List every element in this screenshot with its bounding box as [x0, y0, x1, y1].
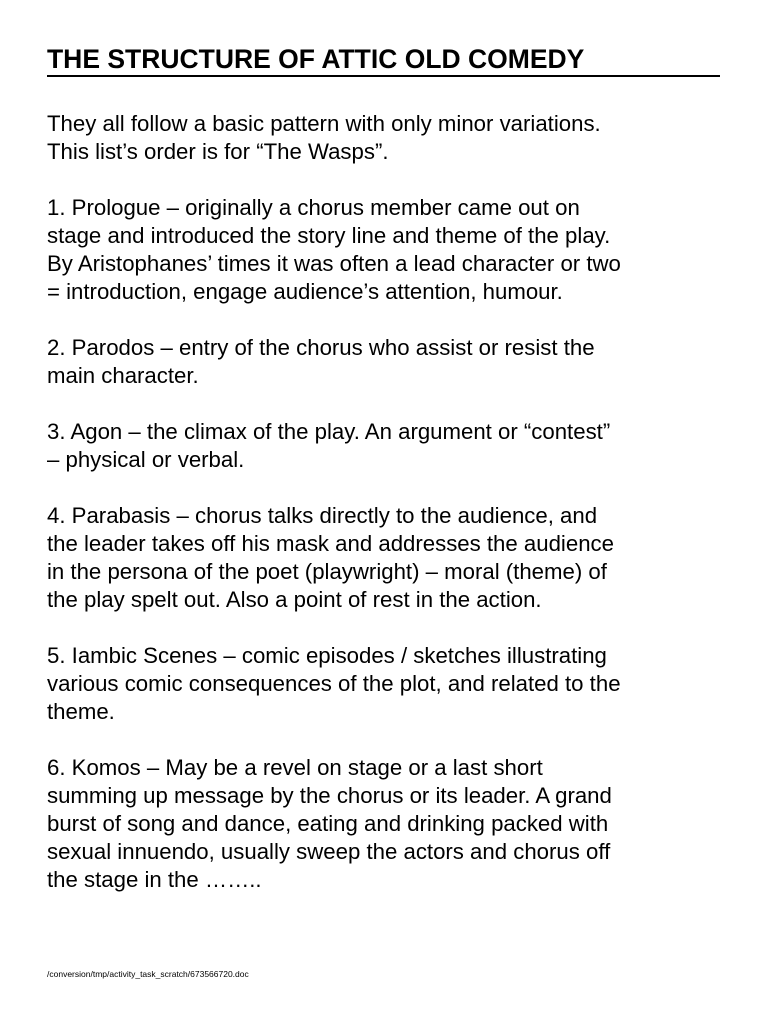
paragraph-line: sexual innuendo, usually sweep the actors and chorus off — [47, 839, 611, 864]
komos-paragraph — [47, 754, 737, 894]
paragraph-line: This list’s order is for “The Wasps”. — [47, 139, 389, 164]
parodos-paragraph — [47, 334, 737, 390]
paragraph-line: – physical or verbal. — [47, 447, 245, 472]
paragraph-line: 5. Iambic Scenes – comic episodes / sketches illustrating — [47, 643, 607, 668]
prologue-paragraph — [47, 194, 737, 306]
paragraph-line: theme. — [47, 699, 115, 724]
paragraph-line: the stage in the …….. — [47, 867, 262, 892]
paragraph-line: various comic consequences of the plot, and related to the — [47, 671, 621, 696]
parabasis-paragraph — [47, 502, 737, 614]
paragraph-line: summing up message by the chorus or its leader. A grand — [47, 783, 612, 808]
paragraph-line: They all follow a basic pattern with only minor variations. — [47, 111, 601, 136]
paragraph-line: 3. Agon – the climax of the play. An argument or “contest” — [47, 419, 611, 444]
paragraph-line: stage and introduced the story line and theme of the play. — [47, 223, 611, 248]
paragraph-line: 1. Prologue – originally a chorus member came out on — [47, 195, 580, 220]
intro-paragraph — [47, 110, 737, 166]
paragraph-line: the leader takes off his mask and addresses the audience — [47, 531, 614, 556]
paragraph-line: in the persona of the poet (playwright) – moral (theme) of — [47, 559, 607, 584]
paragraph-line: the play spelt out. Also a point of rest in the action. — [47, 587, 542, 612]
iambic-scenes-paragraph — [47, 642, 737, 726]
paragraph-line: main character. — [47, 363, 199, 388]
document-title: THE STRUCTURE OF ATTIC OLD COMEDY — [47, 44, 585, 74]
paragraph-line: 4. Parabasis – chorus talks directly to the audience, and — [47, 503, 598, 528]
paragraph-line: burst of song and dance, eating and drinking packed with — [47, 811, 609, 836]
footer-file-path: /conversion/tmp/activity_task_scratch/673566720.doc — [47, 969, 249, 979]
paragraph-line: 2. Parodos – entry of the chorus who assist or resist the — [47, 335, 595, 360]
document-body — [47, 110, 737, 922]
paragraph-line: 6. Komos – May be a revel on stage or a last short — [47, 755, 543, 780]
paragraph-line: = introduction, engage audience’s attention, humour. — [47, 279, 563, 304]
agon-paragraph — [47, 418, 737, 474]
paragraph-line: By Aristophanes’ times it was often a lead character or two — [47, 251, 621, 276]
title-underline — [47, 75, 720, 77]
